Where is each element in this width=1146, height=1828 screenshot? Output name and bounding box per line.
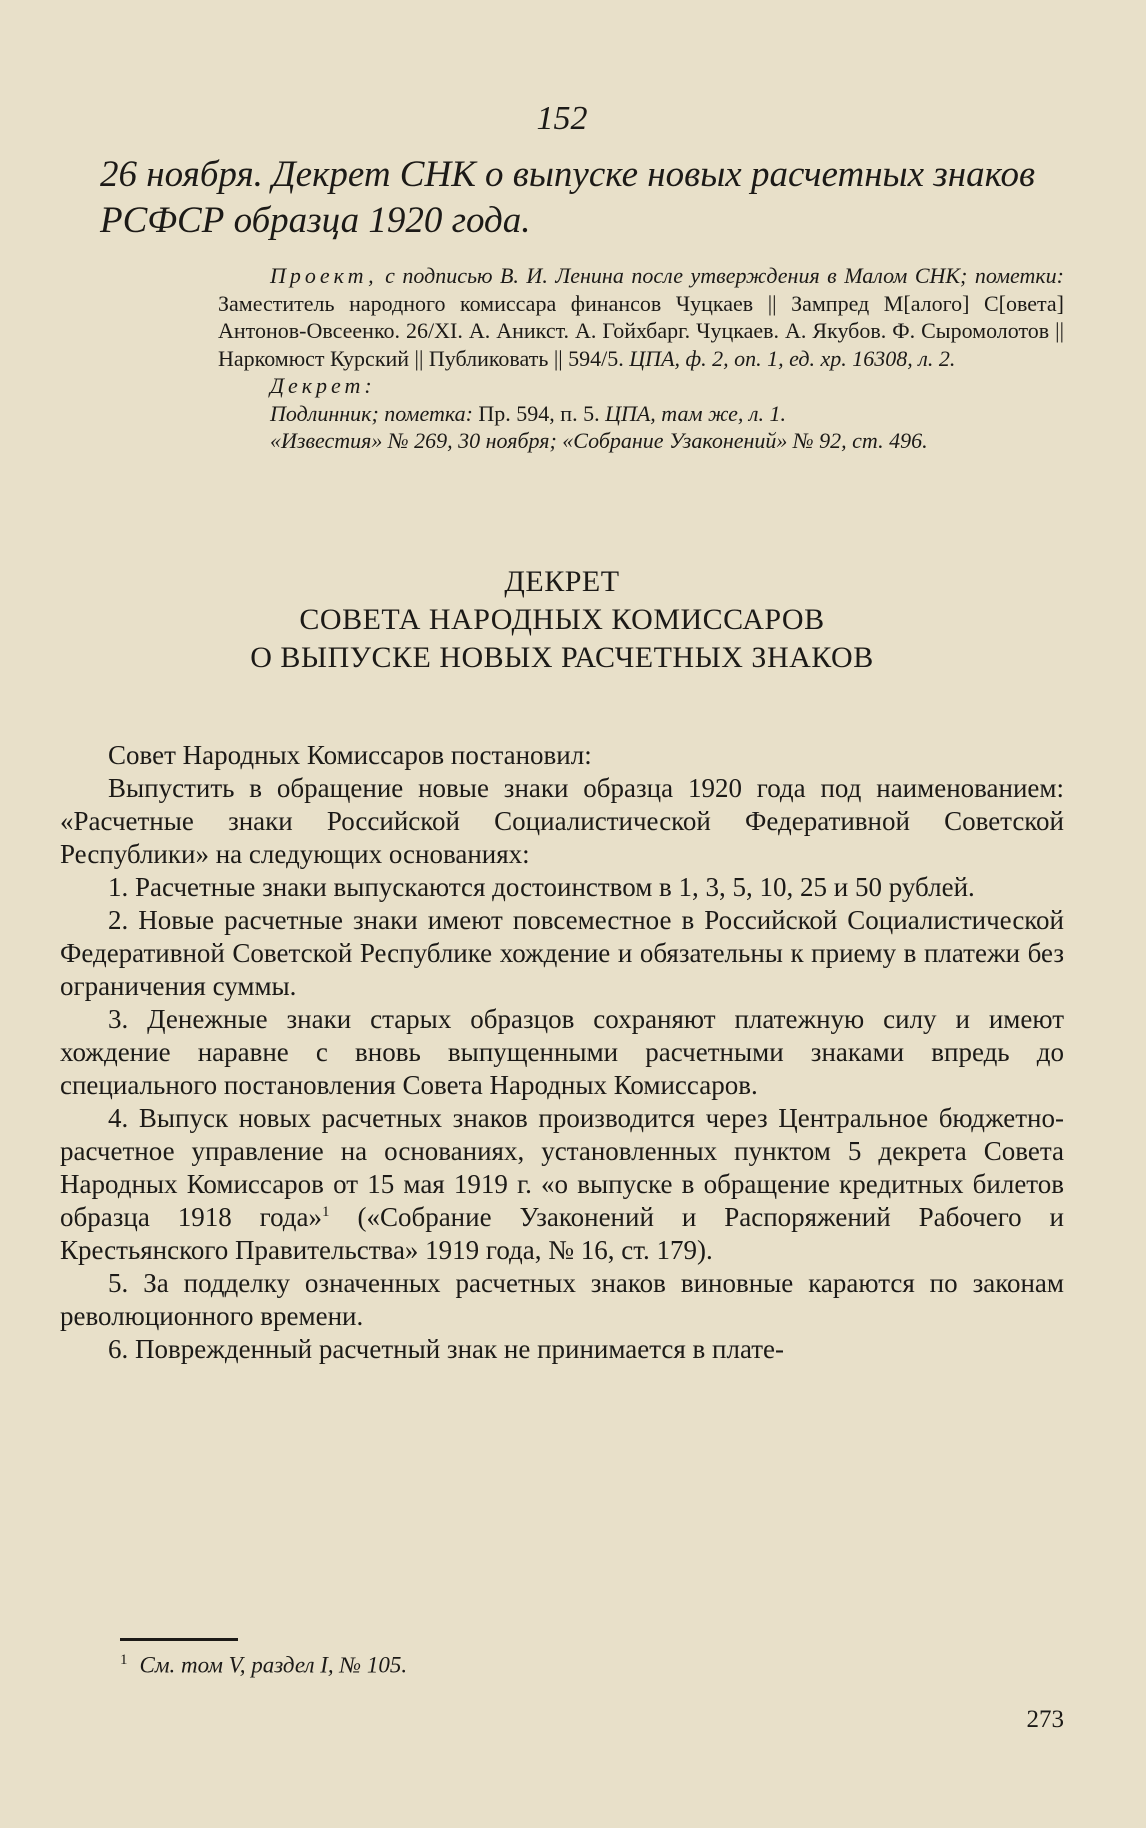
footnote-divider [120,1638,238,1641]
original-text: Пр. 594, п. 5. [472,400,606,426]
document-number: 152 [536,100,588,137]
project-text: с подписью В. И. Ленина после утверждения в Малом СНК; пометки: [377,263,1064,288]
project-note [218,262,1064,372]
decree-label: Декрет: [270,373,376,398]
decree-item-6: 6. Поврежденный расчетный знак не принимается в плате- [108,1333,785,1364]
decree-intro: Совет Народных Комиссаров постановил: [108,739,592,770]
document-title: 26 ноября. Декрет СНК о выпуске новых расчетных знаков РСФСР образца 1920 года. [100,154,1036,241]
decree-body [60,739,1064,1366]
project-ref: ЦПА, ф. 2, оп. 1, ед. хр. 16308, л. 2. [629,345,956,371]
decree-item-3: 3. Денежные знаки старых образцов сохраняют платежную силу и имеют хождение наравне с вновь выпущенными расчетными знаками впредь до специального постановления Совета Народных Комиссаров. [60,1003,1064,1100]
decree-item-1: 1. Расчетные знаки выпускаются достоинством в 1, 3, 5, 10, 25 и 50 рублей. [108,871,975,902]
footnote-reference: 1 [322,1203,330,1220]
decree-item-4: 4. Выпуск новых расчетных знаков производится через Центральное бюджетно-расчетное управление на основаниях, установленных пунктом 5 декрета Совета Народных Комиссаров от 15 мая 1919 г. «о выпуске в обращение кредитных билетов образца 1918 года»$^1$ («Собрание Узаконений и Распоряжений Рабочего и Крестьянского Правительства» 1919 года, № 16, ст. 179). [60,1102,1064,1265]
decree-item-5: 5. За подделку означенных расчетных знаков виновные караются по законам революционного времени. [60,1267,1064,1331]
archival-notes [218,262,1064,455]
decree-item-2: 2. Новые расчетные знаки имеют повсеместное в Российской Социалистической Федеративной Советской Республике хождение и обязательны к приему в платежи без ограничения суммы. [60,904,1064,1001]
decree-heading [60,563,1064,677]
original-note [218,400,1064,428]
decree-heading-line-1: ДЕКРЕТ [504,564,620,598]
page-number: 273 [1026,1706,1064,1733]
original-label: Подлинник; пометка: [270,400,473,426]
project-label: Проект, [270,263,378,288]
decree-heading-line-3: О ВЫПУСКЕ НОВЫХ РАСЧЕТНЫХ ЗНАКОВ [250,640,874,674]
original-ref: ЦПА, там же, л. 1. [605,400,787,426]
footnote [120,1652,407,1679]
footnote-text: См. том V, раздел I, № 105. [139,1652,408,1678]
decree-preamble: Выпустить в обращение новые знаки образца 1920 года под наименованием: «Расчетные знаки Российской Социалистической Федеративной Советской Республики» на следующих основаниях: [60,772,1064,869]
decree-heading-line-2: СОВЕТА НАРОДНЫХ КОМИССАРОВ [299,602,825,636]
marks-text: Заместитель народного комиссара финансов Чуцкаев || Зампред М[алого] С[овета] Антонов-Овсеенко. 26/XI. А. Аникст. А. Гойхбарг. Чуцкаев. А. Якубов. Ф. Сыромолотов || Наркомюст Курский || Публиковать || 594/5. [218,290,1064,371]
footnote-marker: 1 [120,1652,128,1668]
publication-note: «Известия» № 269, 30 ноября; «Собрание Узаконений» № 92, ст. 496. [270,428,928,453]
